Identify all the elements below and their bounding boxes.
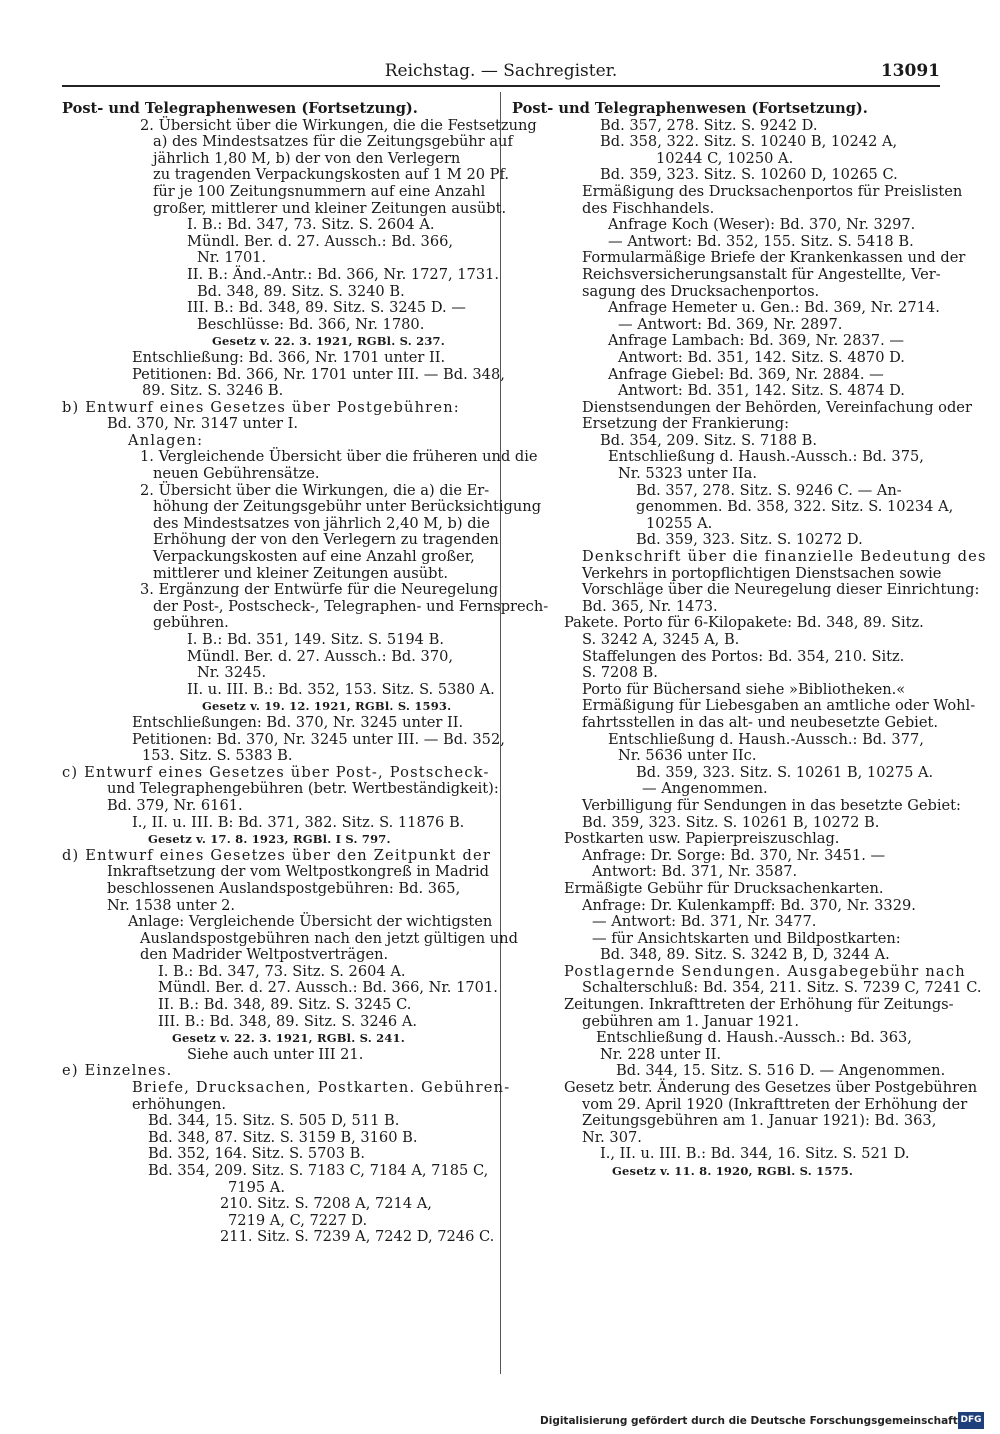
register-entry-line: Formularmäßige Briefe der Krankenkassen und der — [582, 249, 966, 267]
register-entry-line: höhung der Zeitungsgebühr unter Berücksichtigung — [153, 498, 542, 516]
register-entry-line: Anfrage Lambach: Bd. 369, Nr. 2837. — — [608, 332, 904, 350]
register-entry-line: c) Entwurf eines Gesetzes über Post-, Postscheck- — [62, 763, 490, 781]
register-entry-line: II. u. III. B.: Bd. 352, 153. Sitz. S. 5380 A. — [187, 680, 495, 698]
register-entry-line: Erhöhung der von den Verlegern zu tragenden — [153, 531, 499, 549]
register-entry-line: Bd. 370, Nr. 3147 unter I. — [107, 415, 298, 433]
register-entry-line: Entschließung d. Haush.-Aussch.: Bd. 375, — [608, 448, 924, 466]
register-entry-line: Gesetz v. 22. 3. 1921, RGBl. S. 241. — [172, 1031, 405, 1046]
footer-credit: Digitalisierung gefördert durch die Deutsche Forschungsgemeinschaft — [540, 1415, 958, 1427]
register-entry-line: Reichsversicherungsanstalt für Angestellte, Ver- — [582, 265, 941, 283]
register-entry-line: Gesetz v. 11. 8. 1920, RGBl. S. 1575. — [612, 1164, 854, 1178]
left-column — [62, 100, 549, 1377]
register-entry-line: S. 3242 A, 3245 A, B. — [582, 631, 740, 648]
register-entry-line: Bd. 348, 89. Sitz. S. 3242 B, D, 3244 A. — [600, 946, 890, 964]
register-entry-line: Dienstsendungen der Behörden, Vereinfachung oder — [582, 398, 972, 416]
register-entry-line: Bd. 348, 87. Sitz. S. 3159 B, 3160 B. — [148, 1128, 418, 1146]
register-entry-line: b) Entwurf eines Gesetzes über Postgebühren: — [62, 398, 460, 416]
register-entry-line: S. 7208 B. — [582, 664, 658, 682]
register-entry-line: Bd. 365, Nr. 1473. — [582, 597, 718, 615]
register-entry-line: Antwort: Bd. 351, 142. Sitz. S. 4874 D. — [618, 382, 905, 400]
register-entry-line: 210. Sitz. S. 7208 A, 7214 A, — [220, 1195, 432, 1213]
register-entry-line: I. B.: Bd. 351, 149. Sitz. S. 5194 B. — [187, 631, 444, 648]
register-entry-line: Nr. 1701. — [197, 249, 267, 267]
register-entry-line: Petitionen: Bd. 370, Nr. 3245 unter III. — Bd. 352, — [132, 730, 505, 748]
register-entry-line: 7219 A, C, 7227 D. — [228, 1211, 368, 1229]
register-entry-line: Mündl. Ber. d. 27. Aussch.: Bd. 366, Nr. 1701. — [158, 979, 498, 997]
register-entry-line: beschlossenen Auslandspostgebühren: Bd. 365, — [107, 879, 461, 897]
register-entry-line: Entschließung d. Haush.-Aussch.: Bd. 363, — [596, 1029, 912, 1047]
register-entry-line: und Telegraphengebühren (betr. Wertbeständigkeit): — [107, 780, 499, 798]
register-entry-line: Post- und Telegraphenwesen (Fortsetzung). — [512, 100, 868, 117]
register-entry-line: III. B.: Bd. 348, 89. Sitz. S. 3245 D. — — [187, 299, 466, 317]
register-entry-line: Entschließungen: Bd. 370, Nr. 3245 unter II. — [132, 713, 464, 731]
register-entry-line: vom 29. April 1920 (Inkrafttreten der Erhöhung der — [582, 1095, 968, 1113]
register-entry-line: Anfrage: Dr. Kulenkampff: Bd. 370, Nr. 3329. — [582, 896, 916, 914]
register-entry-line: Bd. 354, 209. Sitz. S. 7188 B. — [600, 431, 818, 449]
register-entry-line: Bd. 357, 278. Sitz. S. 9242 D. — [600, 116, 818, 134]
register-entry-line: Bd. 359, 323. Sitz. S. 10261 B, 10275 A. — [636, 763, 934, 781]
register-entry-line: I. B.: Bd. 347, 73. Sitz. S. 2604 A. — [187, 216, 435, 234]
register-entry-line: Auslandspostgebühren nach den jetzt gültigen und — [140, 929, 518, 947]
register-entry-line: Bd. 359, 323. Sitz. S. 10272 D. — [636, 531, 863, 549]
register-entry-line: großer, mittlerer und kleiner Zeitungen ausübt. — [153, 199, 507, 217]
register-entry-line: Bd. 348, 89. Sitz. S. 3240 B. — [197, 282, 405, 300]
register-entry-line: genommen. Bd. 358, 322. Sitz. S. 10234 A, — [636, 498, 954, 516]
register-entry-line: 10244 C, 10250 A. — [656, 149, 794, 167]
register-entry-line: Antwort: Bd. 351, 142. Sitz. S. 4870 D. — [618, 348, 905, 366]
register-entry-line: sagung des Drucksachenportos. — [582, 282, 820, 300]
register-entry-line: Schalterschluß: Bd. 354, 211. Sitz. S. 7239 C, 7241 C. — [582, 979, 982, 997]
register-entry-line: Gesetz v. 19. 12. 1921, RGBl. S. 1593. — [202, 699, 452, 714]
register-entry-line: Nr. 5323 unter IIa. — [618, 465, 757, 483]
register-entry-line: 10255 A. — [646, 514, 713, 532]
register-entry-line: für je 100 Zeitungsnummern auf eine Anzahl — [153, 182, 486, 200]
register-entry-line: Anfrage Koch (Weser): Bd. 370, Nr. 3297. — [608, 216, 916, 234]
register-entry-line: e) Einzelnes. — [62, 1062, 173, 1080]
register-entry-line: erhöhungen. — [132, 1095, 227, 1113]
register-entry-line: gebühren. — [153, 614, 229, 632]
register-entry-line: Anlagen: — [128, 431, 204, 449]
register-entry-line: jährlich 1,80 M, b) der von den Verlegern — [153, 149, 461, 167]
register-entry-line: 2. Übersicht über die Wirkungen, die a) die Er- — [140, 481, 490, 499]
register-entry-line: Zeitungen. Inkrafttreten der Erhöhung für Zeitungs- — [564, 996, 954, 1014]
register-entry-line: Bd. 379, Nr. 6161. — [107, 796, 243, 814]
register-entry-line: 153. Sitz. S. 5383 B. — [142, 747, 293, 765]
register-entry-line: — für Ansichtskarten und Bildpostkarten: — [592, 929, 901, 947]
register-entry-line: Inkraftsetzung der vom Weltpostkongreß in Madrid — [107, 863, 490, 881]
register-entry-line: d) Entwurf eines Gesetzes über den Zeitpunkt der — [62, 846, 492, 864]
register-entry-line: 1. Vergleichende Übersicht über die früheren und die — [140, 448, 538, 466]
register-entry-line: Nr. 5636 unter IIc. — [618, 747, 757, 765]
register-entry-line: Beschlüsse: Bd. 366, Nr. 1780. — [197, 315, 425, 333]
register-entry-line: Nr. 228 unter II. — [600, 1045, 721, 1063]
register-entry-line: 211. Sitz. S. 7239 A, 7242 D, 7246 C. — [220, 1228, 495, 1246]
register-entry-line: Gesetz v. 17. 8. 1923, RGBl. I S. 797. — [148, 832, 391, 847]
register-entry-line: I., II. u. III. B: Bd. 371, 382. Sitz. S. 11876 B. — [132, 813, 465, 831]
dfg-logo: DFG — [958, 1412, 984, 1429]
register-entry-line: Ermäßigte Gebühr für Drucksachenkarten. — [564, 879, 884, 897]
right-column — [512, 100, 987, 1377]
register-entry-line: Gesetz v. 22. 3. 1921, RGBl. S. 237. — [212, 334, 445, 349]
register-entry-line: Verpackungskosten auf eine Anzahl großer, — [153, 548, 475, 566]
register-entry-line: Entschließung d. Haush.-Aussch.: Bd. 377, — [608, 730, 924, 748]
register-entry-line: Nr. 1538 unter 2. — [107, 896, 236, 914]
register-entry-line: Bd. 357, 278. Sitz. S. 9246 C. — An- — [636, 481, 902, 499]
header-rule — [62, 85, 940, 87]
register-entry-line: — Antwort: Bd. 352, 155. Sitz. S. 5418 B. — [608, 232, 914, 250]
register-entry-line: Vorschläge über die Neuregelung dieser Einrichtung: — [582, 581, 980, 599]
register-entry-line: Mündl. Ber. d. 27. Aussch.: Bd. 366, — [187, 232, 454, 250]
register-entry-line: — Angenommen. — [642, 780, 768, 798]
page-header — [62, 60, 940, 82]
register-entry-line: Postkarten usw. Papierpreiszuschlag. — [564, 830, 840, 848]
register-entry-line: Anlage: Vergleichende Übersicht der wichtigsten — [128, 913, 493, 931]
register-entry-line: Siehe auch unter III 21. — [187, 1045, 364, 1063]
register-entry-line: Nr. 307. — [582, 1128, 642, 1146]
register-entry-line: Porto für Büchersand siehe »Bibliotheken.« — [582, 680, 906, 698]
page-number: 13091 — [880, 61, 940, 81]
register-entry-line: III. B.: Bd. 348, 89. Sitz. S. 3246 A. — [158, 1012, 418, 1030]
register-entry-line: Mündl. Ber. d. 27. Aussch.: Bd. 370, — [187, 647, 454, 665]
register-entry-line: Nr. 3245. — [197, 664, 267, 682]
register-entry-line: Pakete. Porto für 6-Kilopakete: Bd. 348, 89. Sitz. — [564, 614, 924, 632]
register-entry-line: — Antwort: Bd. 369, Nr. 2897. — [618, 315, 843, 333]
register-entry-line: Bd. 352, 164. Sitz. S. 5703 B. — [148, 1145, 366, 1163]
register-entry-line: Denkschrift über die finanzielle Bedeutung des — [582, 548, 987, 566]
register-entry-line: Post- und Telegraphenwesen (Fortsetzung). — [62, 100, 418, 117]
register-entry-line: II. B.: Bd. 348, 89. Sitz. S. 3245 C. — [158, 996, 412, 1014]
register-entry-line: Anfrage: Dr. Sorge: Bd. 370, Nr. 3451. — — [582, 846, 886, 864]
register-entry-line: Anfrage Giebel: Bd. 369, Nr. 2884. — — [608, 365, 884, 383]
register-entry-line: Verkehrs in portopflichtigen Dienstsachen sowie — [582, 564, 942, 582]
register-entry-line: a) des Mindestsatzes für die Zeitungsgebühr auf — [153, 133, 513, 151]
register-entry-line: Zeitungsgebühren am 1. Januar 1921): Bd. 363, — [582, 1112, 937, 1130]
register-entry-line: gebühren am 1. Januar 1921. — [582, 1012, 799, 1030]
page-footer — [540, 1412, 982, 1430]
register-entry-line: 2. Übersicht über die Wirkungen, die die Festsetzung — [140, 116, 537, 134]
register-entry-line: Ersetzung der Frankierung: — [582, 415, 790, 433]
register-entry-line: I. B.: Bd. 347, 73. Sitz. S. 2604 A. — [158, 962, 406, 980]
register-entry-line: Bd. 359, 323. Sitz. S. 10260 D, 10265 C. — [600, 166, 898, 184]
register-entry-line: den Madrider Weltpostverträgen. — [140, 946, 389, 964]
register-entry-line: Antwort: Bd. 371, Nr. 3587. — [592, 863, 798, 881]
register-entry-line: Verbilligung für Sendungen in das besetzte Gebiet: — [582, 796, 961, 814]
register-entry-line: fahrtsstellen in das alt- und neubesetzte Gebiet. — [582, 713, 938, 731]
register-entry-line: Bd. 359, 323. Sitz. S. 10261 B, 10272 B. — [582, 813, 880, 831]
register-entry-line: Bd. 344, 15. Sitz. S. 516 D. — Angenommen. — [616, 1062, 946, 1080]
register-entry-line: 7195 A. — [228, 1178, 285, 1196]
register-entry-line: neuen Gebührensätze. — [153, 465, 320, 483]
register-entry-line: der Post-, Postscheck-, Telegraphen- und Fernsprech- — [153, 597, 549, 615]
page-header-title: Reichstag. — Sachregister. — [384, 61, 618, 81]
register-entry-line: Bd. 358, 322. Sitz. S. 10240 B, 10242 A, — [600, 133, 898, 151]
register-entry-line: Petitionen: Bd. 366, Nr. 1701 unter III. — Bd. 348, — [132, 365, 505, 383]
register-entry-line: Bd. 354, 209. Sitz. S. 7183 C, 7184 A, 7185 C, — [148, 1162, 489, 1179]
register-entry-line: — Antwort: Bd. 371, Nr. 3477. — [592, 913, 817, 931]
register-entry-line: Ermäßigung des Drucksachenportos für Preislisten — [582, 182, 963, 200]
register-entry-line: mittlerer und kleiner Zeitungen ausübt. — [153, 564, 448, 582]
register-entry-line: Staffelungen des Portos: Bd. 354, 210. Sitz. — [582, 647, 905, 665]
register-entry-line: I., II. u. III. B.: Bd. 344, 16. Sitz. S. 521 D. — [600, 1145, 910, 1163]
register-entry-line: Postlagernde Sendungen. Ausgabegebühr nach — [564, 962, 966, 980]
register-entry-line: 89. Sitz. S. 3246 B. — [142, 382, 284, 400]
register-entry-line: des Fischhandels. — [582, 199, 715, 217]
register-entry-line: zu tragenden Verpackungskosten auf 1 M 20 Pf. — [153, 166, 510, 184]
register-entry-line: Entschließung: Bd. 366, Nr. 1701 unter II. — [132, 348, 446, 366]
register-entry-line: Briefe, Drucksachen, Postkarten. Gebühren- — [132, 1079, 511, 1097]
register-entry-line: 3. Ergänzung der Entwürfe für die Neuregelung — [140, 581, 499, 599]
register-entry-line: II. B.: Änd.-Antr.: Bd. 366, Nr. 1727, 1731. — [187, 265, 500, 283]
register-entry-line: Ermäßigung für Liebesgaben an amtliche oder Wohl- — [582, 697, 976, 715]
register-entry-line: Anfrage Hemeter u. Gen.: Bd. 369, Nr. 2714. — [608, 299, 940, 317]
register-entry-line: Bd. 344, 15. Sitz. S. 505 D, 511 B. — [148, 1112, 400, 1130]
register-entry-line: des Mindestsatzes von jährlich 2,40 M, b) die — [153, 514, 490, 532]
register-entry-line: Gesetz betr. Änderung des Gesetzes über Postgebühren — [564, 1079, 978, 1097]
